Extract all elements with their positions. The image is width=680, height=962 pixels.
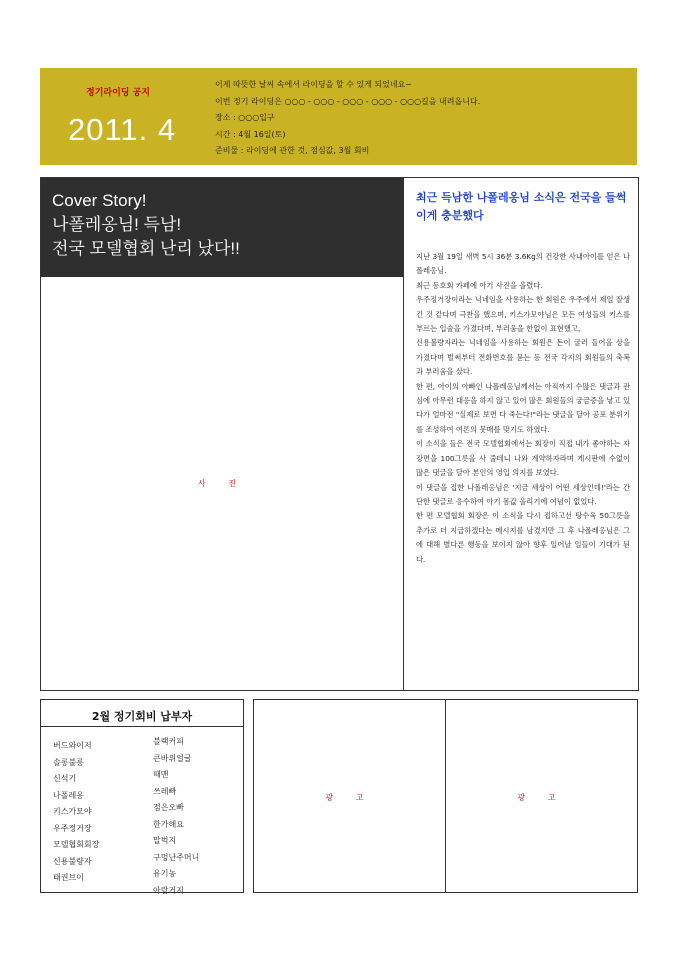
cover-story xyxy=(40,177,404,691)
article-paragraph: 최근 동호회 카페에 아기 사진을 올렸다. xyxy=(416,280,543,290)
notice-details xyxy=(215,77,480,160)
donor-name: 모델협회회장 xyxy=(53,840,100,849)
ad-label: 광 고 xyxy=(325,793,374,802)
donor-name: 신용불량자 xyxy=(53,856,92,866)
ad-slot-2 xyxy=(445,699,638,893)
notice-line: 장소 : ○○○입구 xyxy=(215,113,275,122)
donor-name: 점은오빠 xyxy=(153,803,184,812)
photo-placeholder: 사 진 xyxy=(198,479,246,488)
donors-column-2 xyxy=(153,734,199,899)
article-paragraph: 한 편 모델협회 회장은 이 소식을 다시 접하고선 탕수육 50그릇을 추가로 더 지급하겠다는 메시지를 남겼지만 그 후 나폴레옹님은 그에 대해 별다른 행동을 보이지 않아 향후 일어날 일들이 기대가 된다. xyxy=(416,511,630,564)
issue-date: 2011. 4 xyxy=(68,112,177,147)
ad-slot-1 xyxy=(253,699,446,893)
donor-name: 태권브이 xyxy=(53,873,84,882)
donor-name: 블랙커피 xyxy=(153,737,184,746)
donor-name: 솔롱불롱 xyxy=(53,757,84,767)
article-paragraph: 신용불량자라는 닉네임을 사용하는 회원은 돈이 굴러 들어올 상을 가졌다며 벌써부터 전화번호를 묻는 등 전국 각지의 회원들의 축복과 부러움을 샀다. xyxy=(416,338,630,377)
donors-list xyxy=(40,699,244,893)
donor-name: 나폴레옹 xyxy=(53,790,84,800)
donor-name: 때맨 xyxy=(153,770,169,779)
article-paragraph: 이 소식을 들은 전국 모델협회에서는 회장이 직접 내가 좋아하는 자장면을 100그릇을 사 줄테니 나와 계약하자라며 게시판에 수없이 많은 댓글을 달아 본인의 영입 의지를 보였다. xyxy=(416,439,630,478)
article-paragraph: 한 편, 아이의 아빠인 나폴레옹님께서는 아직까지 수많은 댓글과 관심에 아무런 대응을 하지 않고 있어 많은 회원들의 궁금증을 낳고 있다가 얼마전 "실제로 보면 다 죽는다!"라는 댓글을 달아 공포 분위기를 조성하여 여론의 뭇매를 맞기도 하였다. xyxy=(416,381,630,434)
article xyxy=(404,177,639,691)
donor-name: 키스가모야 xyxy=(53,807,92,816)
donor-name: 신석기 xyxy=(53,774,77,783)
notice-label: 정기라이딩 공지 xyxy=(86,88,150,98)
donors-divider xyxy=(41,726,243,727)
notice-header xyxy=(40,68,637,165)
donor-name: 쓰레빠 xyxy=(153,786,177,796)
donor-name: 큰바위얼굴 xyxy=(153,753,192,763)
cover-title-line: Cover Story! xyxy=(52,191,147,210)
donor-name: 한가해요 xyxy=(153,819,184,829)
donor-name: 버드와이저 xyxy=(53,741,92,750)
notice-line: 시간 : 4월 16일(토) xyxy=(215,129,286,139)
donors-title: 2월 정기회비 납부자 xyxy=(91,710,193,723)
article-body xyxy=(416,250,630,567)
article-paragraph: 이 댓글을 접한 나폴레옹님은 '지금 세상이 어떤 세상인데!'라는 간단한 댓글로 응수하여 아기 몸값 올리기에 여념이 없었다. xyxy=(416,482,630,506)
donor-name: 유기농 xyxy=(153,869,177,878)
notice-line: 이번 정기 라이딩은 ○○○ - ○○○ - ○○○ - ○○○ - ○○○길을 내려옵니다. xyxy=(215,96,481,106)
notice-line: 이제 따뜻한 날씨 속에서 라이딩을 할 수 있게 되었네요~ xyxy=(215,80,413,89)
donor-name: 말벅지 xyxy=(153,836,177,845)
cover-title-line: 나폴레옹님! 득남! xyxy=(52,215,182,234)
donor-name: 구멍난주머니 xyxy=(153,852,200,862)
article-paragraph: 지난 3월 19일 새벽 5시 36분 3.6Kg의 건강한 사내아이를 얻은 나폴레옹님. xyxy=(416,252,630,276)
notice-line: 준비물 : 라이딩에 관한 것, 점심값, 3월 회비 xyxy=(215,146,370,155)
ad-label: 광 고 xyxy=(517,793,566,802)
article-headline: 최근 득남한 나폴레옹님 소식은 전국을 들썩이게 충분했다 xyxy=(416,191,627,222)
donors-column-1 xyxy=(53,738,99,887)
cover-title-line: 전국 모델협회 난리 났다!! xyxy=(52,239,240,258)
donor-name: 우주정거장 xyxy=(53,823,92,833)
donor-name: 아람거지 xyxy=(153,885,184,895)
cover-title xyxy=(41,178,403,277)
article-paragraph: 우주정거장이라는 닉네임을 사용하는 한 회원은 우주에서 제일 잘생긴 것 같다며 극찬을 했으며, 키스가모야님은 모든 여성들의 키스를 부르는 입술을 가졌다며, 부러움을 한없이 표현했고, xyxy=(416,295,630,334)
